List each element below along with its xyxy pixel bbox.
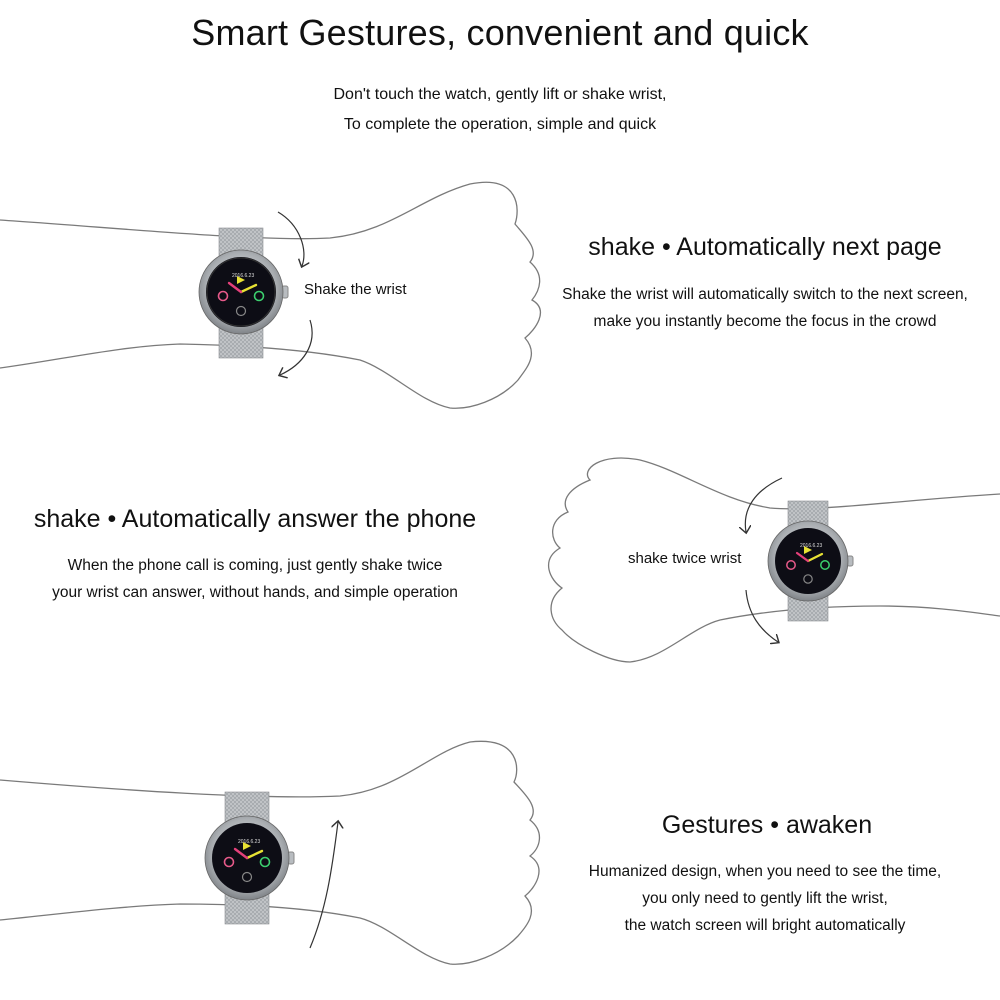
arrow-up-2 <box>746 590 778 642</box>
page-subtitle-line2: To complete the operation, simple and quick <box>343 116 657 133</box>
desc-shake-next-line2: make you instantly become the focus in the crowd <box>593 313 937 330</box>
watch-3-date: 2016.6.23 <box>238 839 261 845</box>
page-title: Smart Gestures, convenient and quick <box>191 12 809 53</box>
desc-awaken-line1: Humanized design, when you need to see the time, <box>588 863 942 880</box>
heading-gestures-awaken: Gestures • awaken <box>661 811 873 839</box>
watch-2 <box>768 501 853 621</box>
page-subtitle-line1: Don't touch the watch, gently lift or shake wrist, <box>333 86 667 103</box>
desc-shake-next-line1: Shake the wrist will automatically switch to the next screen, <box>562 286 968 303</box>
watch-1 <box>199 228 288 358</box>
desc-awaken-line3: the watch screen will bright automatically <box>624 917 906 934</box>
gesture-label-shake-wrist: Shake the wrist <box>304 281 407 298</box>
arrow-down-2 <box>745 478 782 532</box>
arrow-up-1 <box>280 320 312 375</box>
desc-shake-answer-line1: When the phone call is coming, just gently shake twice <box>67 557 443 574</box>
desc-shake-answer-line2: your wrist can answer, without hands, and simple operation <box>52 584 458 601</box>
heading-shake-next-page: shake • Automatically next page <box>588 233 942 261</box>
watch-2-date: 2016.6.23 <box>800 543 823 549</box>
heading-shake-answer: shake • Automatically answer the phone <box>33 505 477 533</box>
gesture-label-shake-twice: shake twice wrist <box>628 550 742 567</box>
arrow-lift-3 <box>310 822 338 948</box>
watch-1-date: 2016.6.23 <box>232 273 255 279</box>
desc-awaken-line2: you only need to gently lift the wrist, <box>642 890 888 907</box>
